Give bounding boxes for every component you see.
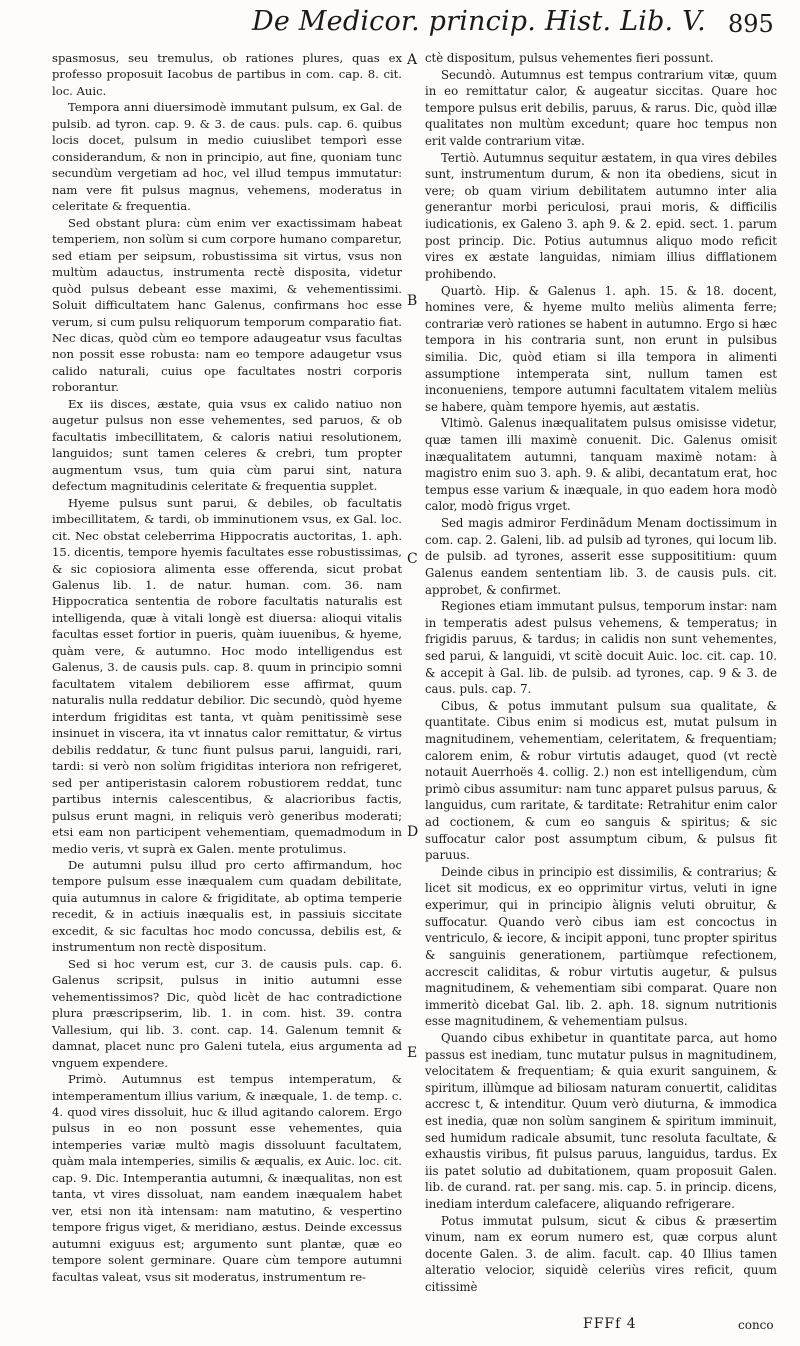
paragraph: Sed si hoc verum est, cur 3. de causis puls. cap. 6. Galenus scripsit, pulsus in initio autumni esse vehementissimos? Dic, quòd licèt de hac contradictione plura præscripserim, lib. 1. in com. hist. 39. contra Vallesium, qui lib. 3. cont. cap. 14. Galenum temnit & damnat, placet nunc pro Galeni tutela, eius argumenta ad vnguem expendere. [52, 956, 402, 1070]
paragraph: Ex iis disces, æstate, quia vsus ex calido natiuo non augetur pulsus non esse vehementes, sed paruos, & ob facultatis imbecillitatem, & caloris natiui resolutionem, languidos; sunt tamen celeres & crebri, tum propter augmentum vsus, tum quia cùm parui sint, natura defectum magnitudinis celeritate & frequentia supplet. [52, 396, 402, 494]
paragraph: Sed obstant plura: cùm enim ver exactissimam habeat temperiem, non solùm si cum corpore humano comparetur, sed etiam per seipsum, robustissima sit virtus, vsus non multùm adauctus, instrumenta rectè disposita, videtur quòd pulsus debeant esse maximi, & vehementissimi. Soluit difficultatem hanc Galenus, confirmans hoc esse verum, si cum pulsu reliquorum temporum comparatio fiat. Nec dicas, quòd cùm eo tempore adaugeatur vsus facultas non possit esse robusta: nam eo tempore adaugetur vsus calido naturali, cuius ope facultates nostri corporis roborantur. [52, 215, 402, 395]
signature-mark: FFFf 4 [583, 1316, 637, 1332]
paragraph: spasmosus, seu tremulus, ob rationes plures, quas ex professo proposuit Iacobus de partibus in com. cap. 8. cit. loc. Auic. [52, 51, 402, 98]
paragraph: Vltimò. Galenus inæqualitatem pulsus omisisse videtur, quæ tamen illi maximè conuenit. Dic. Galenus omisit inæqualitatem autumni, tanquam maximè notam: à magistro enim suo 3. aph. 9. & alibi, decantatum erat, hoc tempus esse varium & inæquale, in quo eadem hora modò calor, modò frigus vrget. [425, 416, 777, 514]
left-column [52, 50, 402, 1285]
margin-letter-e: E [407, 1045, 418, 1061]
paragraph: Quando cibus exhibetur in quantitate parca, aut homo passus est inediam, tunc mutatur pulsus in magnitudinem, velocitatem & frequentiam; & quia exurit sanguinem, & spiritum, illùmque ad biliosam naturam conuertit, caliditas accresc t, & intenditur. Quum verò diuturna, & immodica est inedia, quæ non solùm sanginem & spiritum imminuit, sed humidum radicale absumit, tunc resoluta facultate, & exhaustis viribus, fit pulsus paruus, languidus, tardus. Ex iis patet solutio ad dubitationem, quam proposuit Galen. lib. de curand. rat. per sang. mis. cap. 5. in princip. dicens, inediam interdum calefacere, aliquando refrigerare. [425, 1030, 777, 1212]
paragraph: De autumni pulsu illud pro certo affirmandum, hoc tempore pulsum esse inæqualem cum quadam debilitate, quia autumnus in calore & frigiditate, ab optima temperie recedit, & in actiuis inæqualis est, in passiuis siccitate excedit, & sic facultas hoc modo concussa, debilis est, & instrumentum non rectè dispositum. [52, 857, 402, 955]
right-column [425, 50, 777, 1296]
paragraph: Hyeme pulsus sunt parui, & debiles, ob facultatis imbecillitatem, & tardi, ob imminutionem vsus, ex Gal. loc. cit. Nec obstat celeberrima Hippocratis auctoritas, 1. aph. 15. dicentis, tempore hyemis facultates esse robustissimas, & sic copiosiora alimenta esse offerenda, sicut probat Galenus lib. 1. de natur. human. com. 36. nam Hippocratica sententia de robore facultatis naturalis est intelligenda, quæ à vitali longè est diuersa: alioqui vitalis facultas esset fortior in pueris, quàm iuuenibus, & hyeme, quàm vere, & autumno. Hoc modo intelligendus est Galenus, 3. de causis puls. cap. 8. quum in principio somni facultatem vitalem debiliorem esse affirmat, quum naturalis nulla reddatur debilior. Dic secundò, quòd hyeme interdum frigiditas est tanta, vt quàm penitissimè sese insinuet in viscera, ita vt innatus calor remittatur, & virtus debilis reddatur, & tunc fiunt pulsus parui, languidi, rari, tardi: si verò non solùm frigiditas interiora non refrigeret, sed per antiperistasin calorem robustiorem reddat, tunc partibus internis calescentibus, & alacrioribus factis, pulsus erunt magni, in reliquis verò generibus moderati; etsi eam non participent vehementiam, quemadmodum in medio veris, vt suprà ex Galen. mente protulimus. [52, 495, 402, 856]
paragraph: Tertiò. Autumnus sequitur æstatem, in qua vires debiles sunt, instrumentum durum, & non ita obediens, sicut in vere; ob quam virium debilitatem autumno inter alia generantur morbi periculosi, praui moris, & difficilis iudicationis, ex Galeno 3. aph 9. & 2. epid. sect. 1. parum post princip. Dic. Potius autumnus aliquo modo reficit vires ex æstate languidas, nimiam illius difflationem prohibendo. [425, 150, 777, 281]
paragraph: Regiones etiam immutant pulsus, temporum instar: nam in temperatis adest pulsus vehemens, & temperatus; in frigidis paruus, & tardus; in calidis non sunt vehementes, sed parui, & languidi, vt scitè docuit Auic. loc. cit. cap. 10. & accepit à Gal. lib. de pulsib. ad tyrones, cap. 9 & 3. de caus. puls. cap. 7. [425, 599, 777, 697]
margin-letter-d: D [407, 824, 419, 840]
margin-letter-b: B [407, 293, 418, 309]
paragraph: Primò. Autumnus est tempus intemperatum, & intemperamentum illius varium, & inæquale, 1. de temp. c. 4. quod vires dissoluit, huc & illud agitando calorem. Ergo pulsus in eo non possunt esse vehementes, quia intemperies variæ multò magis dissoluunt facultatem, quàm mala intemperies, similis & æqualis, ex Auic. loc. cit. cap. 9. Dic. Intemperantia autumni, & inæqualitas, non est tanta, vt vires dissoluat, nam eandem inæqualem habet ver, etsi non ità intensam: nam matutino, & vespertino tempore frigus viget, & meridiano, æstus. Deinde excessus autumni exiguus est; argumento sunt plantæ, quæ eo tempore solent germinare. Quare cùm tempore autumni facultas valeat, vsus sit moderatus, instrumentum re- [52, 1072, 402, 1284]
paragraph: Deinde cibus in principio est dissimilis, & contrarius; & licet sit modicus, ex eo opprimitur virtus, veluti in igne experimur, qui in principio àlignis veluti obruitur, & suffocatur. Quando verò cibus iam est concoctus in ventriculo, & iecore, & incipit apponi, tunc propter spiritus & sanguinis generationem, partiùmque refectionem, accrescit caliditas, & robur virtutis augetur, & pulsus magnitudinem, & vehementiam sibi comparat. Quare non immeritò dicebat Gal. lib. 2. aph. 18. signum nutritionis esse magnitudinem, & vehementiam pulsus. [425, 864, 777, 1029]
paragraph: Tempora anni diuersimodè immutant pulsum, ex Gal. de pulsib. ad tyron. cap. 9. & 3. de caus. puls. cap. 6. quibus locis docet, pulsum in medio cuiuslibet temporì esse considerandum, & non in principio, aut fine, quoniam tunc secundùm vergetiam ad hoc, vel illud tempus immutatur: nam vere fit pulsus magnus, vehemens, moderatus in celeritate & frequentia. [52, 100, 402, 214]
paragraph: ctè dispositum, pulsus vehementes fieri possunt. [425, 51, 714, 65]
paragraph: Sed magis admiror Ferdinãdum Menam doctissimum in com. cap. 2. Galeni, lib. ad pulsib ad tyrones, qui locum lib. de pulsib. ad tyrones, asserit esse supposititium: quum Galenus eandem sententiam lib. 3. de causis puls. cit. approbet, & confirmet. [425, 516, 778, 597]
page-header [0, 2, 800, 42]
catchword: conco [738, 1318, 774, 1332]
paragraph: Potus immutat pulsum, sicut & cibus & præsertim vinum, nam ex eorum numero est, quæ corpus alunt docente Galen. 3. de alim. facult. cap. 40 Illius tamen alteratio velocior, siquidè celeriùs vires reficit, quum citissimè [425, 1213, 777, 1295]
page-number: 895 [728, 10, 774, 38]
paragraph: Secundò. Autumnus est tempus contrarium vitæ, quum in eo remittatur calor, & augeatur siccitas. Quare hoc tempore pulsus erit debilis, paruus, & rarus. Dic, quòd illæ qualitates non multùm excedunt; quare hoc tempus non erit valde contrarium vitæ. [425, 67, 777, 149]
paragraph: Cibus, & potus immutant pulsum sua qualitate, & quantitate. Cibus enim si modicus est, mutat pulsum in magnitudinem, vehementiam, celeritatem, & frequentiam; calorem enim, & robur virtutis adauget, quod (vt rectè notauit Auerrhoës 4. collig. 2.) non est intelligendum, cùm primò cibus assumitur: nam tunc apparet pulsus paruus, & languidus, cum raritate, & tarditate: Retrahitur enim calor ad coctionem, & cum eo sanguis & spiritus; & sic suffocatur calor post assumptum cibum, & pulsus fit paruus. [425, 698, 777, 863]
paragraph: Quartò. Hip. & Galenus 1. aph. 15. & 18. docent, homines vere, & hyeme multo meliùs alimenta ferre; contrariæ verò rationes se habent in autumno. Ergo si hæc tempora in his contraria sunt, non erunt in pulsibus similia. Dic, quòd etiam si illa tempora in alimenti assumptione intemperata sint, nullum tamen est inconueniens, tempore autumni facultatem vitalem meliùs se habere, quàm tempore hyemis, aut æstatis. [425, 283, 777, 414]
margin-letter-c: C [407, 551, 418, 567]
running-title: De Medicor. princip. Hist. Lib. V. [252, 6, 706, 37]
margin-letter-a: A [407, 52, 418, 68]
